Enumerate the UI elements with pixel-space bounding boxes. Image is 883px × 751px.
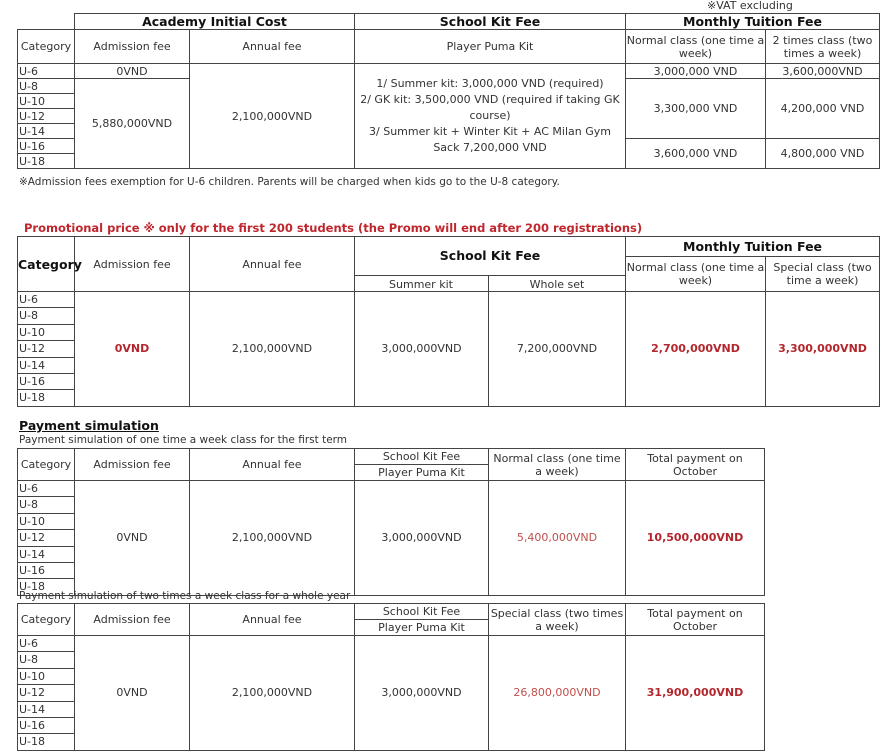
category-u12: U-12 xyxy=(18,109,75,124)
sim2-cat-u10: U-10 xyxy=(18,669,74,685)
twice-mid: 4,200,000 VND xyxy=(766,79,880,139)
sim1-cat-u14: U-14 xyxy=(18,547,74,563)
sim2-header-special: Special class (two times a week) xyxy=(489,604,626,636)
promo-header-normal: Normal class (one time a week) xyxy=(626,257,766,292)
sim2-annual-value: 2,100,000VND xyxy=(190,636,355,751)
simulation-2-table xyxy=(17,603,765,751)
sim2-cat-u14: U-14 xyxy=(18,702,74,718)
simulation-1-table xyxy=(17,448,765,596)
admission-rest: 5,880,000VND xyxy=(75,79,190,169)
vat-note: ※VAT excluding xyxy=(707,0,793,12)
header-admission-fee: Admission fee xyxy=(75,30,190,64)
category-u10: U-10 xyxy=(18,94,75,109)
promo-header-admission: Admission fee xyxy=(75,237,190,292)
sim2-cat-u6: U-6 xyxy=(18,636,74,652)
header-normal-class: Normal class (one time a week) xyxy=(626,30,766,64)
header-player-puma-kit: Player Puma Kit xyxy=(355,30,626,64)
promo-cat-u12: U-12 xyxy=(18,341,74,357)
sim2-special-value: 26,800,000VND xyxy=(489,636,626,751)
sim2-total-value: 31,900,000VND xyxy=(626,636,765,751)
normal-mid: 3,300,000 VND xyxy=(626,79,766,139)
category-u6: U-6 xyxy=(18,64,75,79)
category-u18: U-18 xyxy=(18,154,75,169)
header-school-kit-fee: School Kit Fee xyxy=(355,14,626,30)
sim2-cat-u8: U-8 xyxy=(18,652,74,668)
sim1-cat-u16: U-16 xyxy=(18,563,74,579)
simulation-title: Payment simulation xyxy=(19,418,159,433)
promo-summer-kit-value: 3,000,000VND xyxy=(355,292,489,407)
sim2-header-puma-kit: Player Puma Kit xyxy=(355,620,489,636)
sim2-cat-u18: U-18 xyxy=(19,735,46,749)
promo-whole-set-value: 7,200,000VND xyxy=(489,292,626,407)
promo-header-summer-kit: Summer kit xyxy=(389,278,453,291)
simulation-1-caption: Payment simulation of one time a week class for the first term xyxy=(19,434,348,446)
sim1-cat-u10: U-10 xyxy=(18,514,74,530)
sim1-cat-u6: U-6 xyxy=(18,481,74,497)
category-u8: U-8 xyxy=(18,79,75,94)
sim1-cat-u18: U-18 xyxy=(19,580,46,594)
promo-cat-u8: U-8 xyxy=(18,308,74,324)
promo-header-tuition: Monthly Tuition Fee xyxy=(626,237,880,257)
twice-high: 4,800,000 VND xyxy=(766,139,880,169)
normal-high: 3,600,000 VND xyxy=(626,139,766,169)
category-u14: U-14 xyxy=(18,124,75,139)
sim2-header-annual: Annual fee xyxy=(190,604,355,636)
sim2-category-list xyxy=(18,636,75,751)
sim2-header-admission: Admission fee xyxy=(75,604,190,636)
promo-cat-u14: U-14 xyxy=(18,358,74,374)
sim1-header-total: Total payment on October xyxy=(626,449,765,481)
category-u16: U-16 xyxy=(18,139,75,154)
promo-admission-value: 0VND xyxy=(75,292,190,407)
kit-description: 1/ Summer kit: 3,000,000 VND (required) 2/ GK kit: 3,500,000 VND (required if taking GK course) 3/ Summer kit + Winter Kit + AC Milan Gym Sack 7,200,000 VND xyxy=(355,64,626,169)
promo-header-special: Special class (two time a week) xyxy=(766,257,880,292)
sim1-normal-value: 5,400,000VND xyxy=(489,481,626,596)
initial-cost-table xyxy=(17,13,880,169)
sim1-total-value: 10,500,000VND xyxy=(626,481,765,596)
promo-table xyxy=(17,236,880,407)
promo-cat-u6: U-6 xyxy=(18,292,74,308)
promo-cat-u10: U-10 xyxy=(18,325,74,341)
sim1-kit-value: 3,000,000VND xyxy=(355,481,489,596)
admission-footnote: ※Admission fees exemption for U-6 children. Parents will be charged when kids go to the U-8 category. xyxy=(19,176,560,188)
sim1-cat-u12: U-12 xyxy=(18,530,74,546)
sim1-admission-value: 0VND xyxy=(75,481,190,596)
promo-annual-value: 2,100,000VND xyxy=(190,292,355,407)
sim1-header-category: Category xyxy=(18,449,75,481)
normal-u6: 3,000,000 VND xyxy=(626,64,766,79)
sim1-header-puma-kit: Player Puma Kit xyxy=(355,465,489,481)
sim2-header-total: Total payment on October xyxy=(626,604,765,636)
sim2-admission-value: 0VND xyxy=(75,636,190,751)
admission-u6: 0VND xyxy=(75,64,190,79)
promo-cat-u16: U-16 xyxy=(18,374,74,390)
promo-special-value: 3,300,000VND xyxy=(766,292,880,407)
promo-cat-u18: U-18 xyxy=(19,391,46,405)
sim2-kit-value: 3,000,000VND xyxy=(355,636,489,751)
header-two-times-class: 2 times class (two times a week) xyxy=(766,30,880,64)
promo-title: Promotional price ※ only for the first 200 students (the Promo will end after 200 registrations) xyxy=(24,221,643,235)
header-category: Category xyxy=(18,30,75,64)
sim2-cat-u16: U-16 xyxy=(18,718,74,734)
promo-header-annual: Annual fee xyxy=(190,237,355,292)
sim2-header-category: Category xyxy=(18,604,75,636)
sim1-header-kit: School Kit Fee xyxy=(355,449,489,465)
sim1-category-list xyxy=(18,481,75,596)
annual-fee-value: 2,100,000VND xyxy=(190,64,355,169)
sim1-header-normal: Normal class (one time a week) xyxy=(489,449,626,481)
promo-category-list xyxy=(18,292,75,407)
twice-u6: 3,600,000VND xyxy=(766,64,880,79)
sim1-header-annual: Annual fee xyxy=(190,449,355,481)
promo-header-whole-set: Whole set xyxy=(529,278,585,291)
sim2-header-kit: School Kit Fee xyxy=(355,604,489,620)
header-monthly-tuition-fee: Monthly Tuition Fee xyxy=(626,14,880,30)
promo-header-kit: School Kit Fee xyxy=(355,237,626,292)
sim1-annual-value: 2,100,000VND xyxy=(190,481,355,596)
header-annual-fee: Annual fee xyxy=(190,30,355,64)
sim1-header-admission: Admission fee xyxy=(75,449,190,481)
sim2-cat-u12: U-12 xyxy=(18,685,74,701)
promo-kit-divider xyxy=(354,275,625,276)
sim1-cat-u8: U-8 xyxy=(18,497,74,513)
header-academy-initial-cost: Academy Initial Cost xyxy=(75,14,355,30)
promo-header-category: Category xyxy=(18,237,75,292)
simulation-2-caption: Payment simulation of two times a week class for a whole year xyxy=(19,590,351,602)
promo-normal-value: 2,700,000VND xyxy=(626,292,766,407)
